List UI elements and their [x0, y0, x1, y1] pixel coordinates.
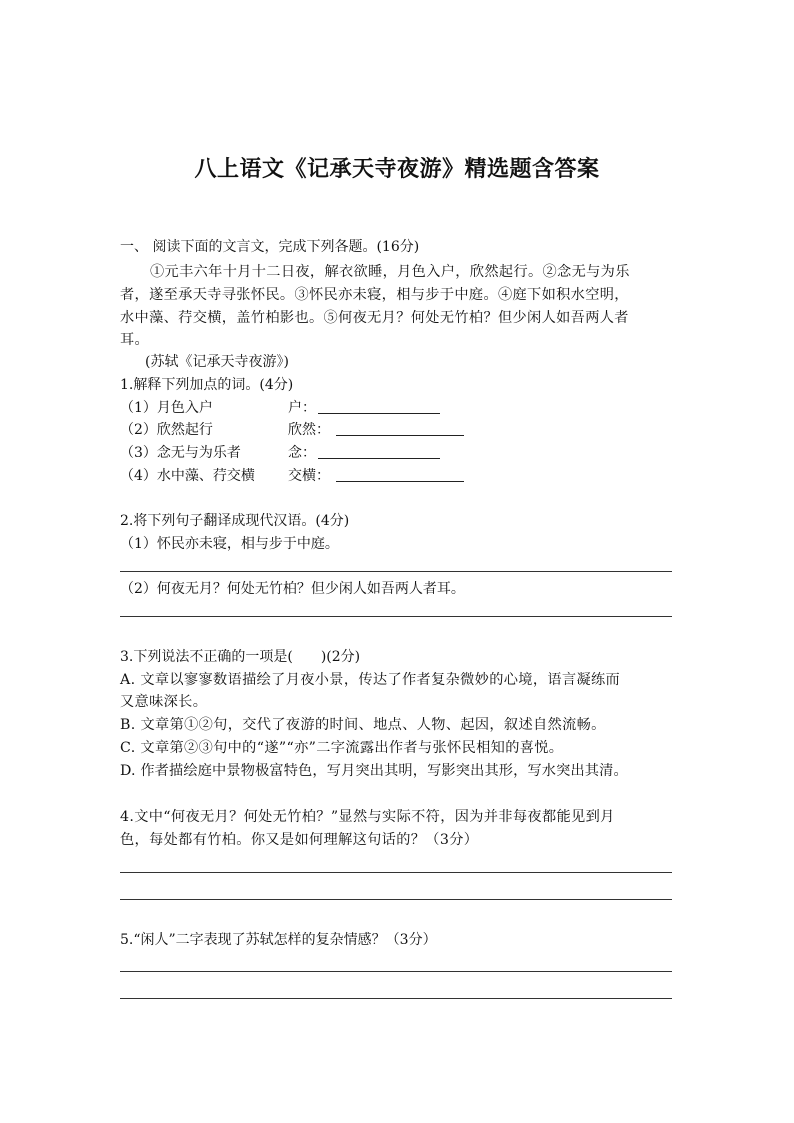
- answer-blank[interactable]: [318, 413, 440, 414]
- q1-item-sentence: （4）水中藻、荇交横: [120, 468, 255, 484]
- passage-line: 水中藻、荇交横，盖竹柏影也。⑤何夜无月？何处无竹柏？但少闲人如吾两人者: [120, 310, 629, 326]
- q1-item-sentence: （2）欣然起行: [120, 422, 213, 438]
- passage-line: 耳。: [120, 332, 150, 348]
- q3-option: B. 文章第①②句，交代了夜游的时间、地点、人物、起因，叙述自然流畅。: [120, 717, 606, 733]
- q1-item-word: 户：: [288, 400, 316, 416]
- answer-line[interactable]: [120, 616, 672, 617]
- q1-item-sentence: （1）月色入户: [120, 400, 213, 416]
- answer-blank[interactable]: [318, 458, 440, 459]
- q1-item-word: 交横：: [288, 468, 330, 484]
- q2-item: （1）怀民亦未寝，相与步于中庭。: [120, 536, 339, 552]
- answer-blank[interactable]: [336, 481, 464, 482]
- question-2-stem: 2.将下列句子翻译成现代汉语。(4分): [120, 513, 350, 529]
- passage-line: 者，遂至承天寺寻张怀民。③怀民亦未寝，相与步于中庭。④庭下如积水空明，: [120, 287, 629, 303]
- q3-option: C. 文章第②③句中的“遂”“亦”二字流露出作者与张怀民相知的喜悦。: [120, 740, 564, 756]
- document-title: 八上语文《记承天寺夜游》精选题含答案: [194, 156, 600, 182]
- question-1-stem: 1.解释下列加点的词。(4分): [120, 377, 294, 393]
- question-5-stem: 5.“闲人”二字表现了苏轼怎样的复杂情感？（3分）: [120, 932, 437, 948]
- q3-option: 又意味深长。: [120, 694, 208, 710]
- answer-line[interactable]: [120, 571, 672, 572]
- q3-option: D. 作者描绘庭中景物极富特色，写月突出其明，写影突出其形，写水突出其清。: [120, 763, 628, 779]
- passage-source: (苏轼《记承天寺夜游》): [145, 354, 289, 370]
- q1-item-sentence: （3）念无与为乐者: [120, 445, 241, 461]
- answer-line[interactable]: [120, 872, 672, 873]
- answer-line[interactable]: [120, 899, 672, 900]
- q1-item-word: 欣然：: [288, 422, 330, 438]
- q3-option: A. 文章以寥寥数语描绘了月夜小景，传达了作者复杂微妙的心境，语言凝练而: [120, 672, 621, 688]
- section-heading: 一、 阅读下面的文言文，完成下列各题。(16分): [120, 239, 420, 255]
- passage-line: ①元丰六年十月十二日夜，解衣欲睡，月色入户，欣然起行。②念无与为乐: [150, 264, 630, 280]
- q1-item-word: 念：: [288, 445, 316, 461]
- question-4-stem: 4.文中“何夜无月？何处无竹柏？”显然与实际不符，因为并非每夜都能见到月: [120, 809, 615, 825]
- q2-item: （2）何夜无月？何处无竹柏？但少闲人如吾两人者耳。: [120, 581, 465, 597]
- question-3-stem: 3.下列说法不正确的一项是( )(2分): [120, 649, 361, 665]
- answer-line[interactable]: [120, 971, 672, 972]
- answer-blank[interactable]: [336, 435, 464, 436]
- answer-line[interactable]: [120, 998, 672, 999]
- question-4-stem: 色，每处都有竹柏。你又是如何理解这句话的？（3分）: [120, 832, 479, 848]
